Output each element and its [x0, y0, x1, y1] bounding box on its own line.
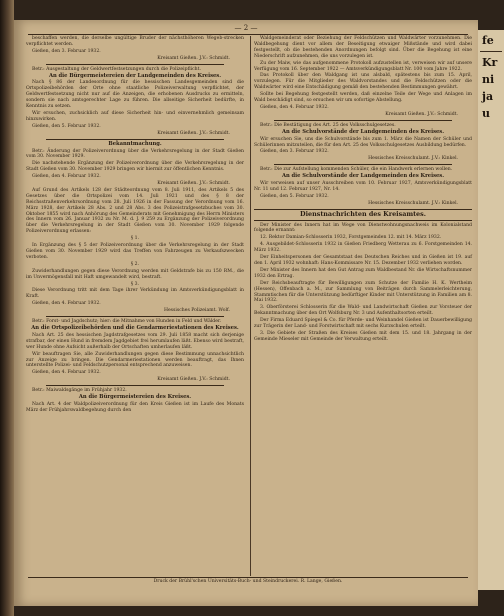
- paragraph-number: § 1.: [130, 236, 140, 242]
- section-title: Dienstnachrichten des Kreisamtes.: [300, 209, 426, 218]
- divider: [46, 316, 224, 317]
- subject-line: Betr.: Maiwaldsgänge im Frühjahr 1932.: [32, 388, 127, 394]
- right-column: [254, 36, 472, 344]
- section-heading: An die Bürgermeistereien der Landgemeinden des Kreises.: [48, 72, 222, 79]
- column-divider: [250, 36, 251, 576]
- signature: Hessisches Kreisschulamt. J.V.: Kinkel.: [368, 200, 458, 206]
- paragraph: Wir beauftragen Sie, alle Zuwiderhandlungen gegen diese Bestimmung unnachsichtlich zur Anzeige zu bringen. Die Gendarmeriestationen werden beauftragt, das Ihnen unterstellte Polizei- und Feldschutzpersonal entsprechend anzuweisen.: [26, 351, 244, 369]
- dateline: Gießen, den 4. Februar 1932.: [32, 174, 101, 180]
- paragraph: Nach Art. 4 der Waldpolizeiverordnung für den Kreis Gießen ist im Laufe des Monats März der Frühjahrswaldbegehung durch den: [26, 401, 244, 413]
- signature: Kreisamt Gießen. J.V.: Schmidt.: [157, 377, 230, 383]
- dateline: Gießen, den 4. Februar 1932.: [32, 370, 101, 376]
- paragraph: Nach Art. 25 des hessischen Jagdstrafgesetzes vom 29. Juli 1858 macht sich derjenige strafbar, der einen Hund in fremdem Jagdgebiet frei herumlaufen läßt. Ebenso wird bestraft, wer Hunde ohne Aufsicht außerhalb der Ortschaften umherlaufen läßt.: [26, 332, 244, 350]
- subject-line: Betr.: Forst- und Jagdschutz; hier: die Mitnahme von Hunden in Feld und Wälder.: [32, 319, 222, 325]
- paragraph: 12. Rektor Damian-Schlosserin 1932, Forstgemeinden 12. mit 14. März 1932.: [260, 235, 442, 241]
- dateline: Gießen, den 3. Februar 1932.: [32, 48, 101, 54]
- signature: Kreisamt Gießen. J.V.: Schmidt.: [157, 181, 230, 187]
- signature: Kreisamt Gießen. J.V.: Schmidt.: [157, 130, 230, 136]
- paragraph: Der Minister des Innern hat den Gut Antrag zum Waldbestand Nr. die Wirtschaftsnummer 1932 den Ertrag.: [254, 267, 472, 279]
- paragraph: Die nachstehende Ergänzung der Polizeiverordnung über die Verkehrsregelung in der Stadt Gießen vom 30. November 1929 bringen wir hiermit zur öffentlichen Kenntnis.: [26, 161, 244, 173]
- paragraph-number: § 2.: [130, 261, 140, 267]
- signature: Hessisches Polizeiamt. Wolf.: [163, 308, 230, 314]
- paragraph: Sollte bei Begehung festgestellt werden, daß einzelne Teile der Wege und Anlagen im Wald beschädigt sind, so ersuchen wir um sofortige Abstellung.: [254, 92, 472, 104]
- section-heading: An die Ortspolizeibehörden und die Gendarmeriestationen des Kreises.: [31, 324, 239, 331]
- paragraph: Waldgemeinderat oder Beziehung der Feldschützen und Waldwärter vorzunehmen. Die Waldbegehung dient vor allem der Beseitigung etwaiger Mißstände und wird dabei festgestellt, ob die bestehenden Anordnungen befolgt sind. Über die Begehung ist eine Niederschrift aufzunehmen, die uns vorzulegen ist.: [254, 36, 472, 59]
- section-heading: An die Bürgermeistereien des Kreises.: [78, 394, 192, 401]
- divider: [274, 120, 452, 121]
- page-number: — 2 —: [234, 24, 258, 32]
- dateline: Gießen, den 4. Februar 1932.: [32, 301, 101, 307]
- dateline: Gießen, den 5. Februar 1932.: [32, 123, 101, 129]
- left-column: [26, 36, 244, 415]
- top-rule: [28, 34, 468, 35]
- dateline: Gießen, den 4. Februar 1932.: [260, 104, 329, 110]
- paragraph: Wir ersuchen, zuchsicklich auf diese Sicherheit hin- und einvernehmlich gemeinsam hinzuwirken.: [26, 110, 244, 122]
- subject-line: Betr.: Änderung der Polizeiverordnung über die Verkehrsregelung in der Stadt Gießen vom 30. November 1929.: [26, 148, 244, 160]
- paragraph: Zuwiderhandlungen gegen diese Verordnung werden mit Geldstrafe bis zu 150 RM., die im Unvermögensfall mit Haft umgewandelt wird, bestraft.: [26, 268, 244, 280]
- divider: [274, 164, 452, 165]
- divider: [254, 220, 472, 221]
- paragraph: beschaffen werden, die derselbe ungültige Bruder der nächsthöheren Wegeb-strecken verpflichtet werden.: [26, 36, 244, 47]
- dateline: Gießen, den 5. Februar 1932.: [260, 193, 329, 199]
- divider: [46, 385, 224, 386]
- paragraph: Wir verweisen auf unser Ausschreiben vom 10. Februar 1927, Amtsverkündigungsblatt Nr. 11 und 12. Februar 1927, Nr. 14.: [254, 181, 472, 192]
- divider: [46, 64, 224, 65]
- signature: Kreisamt Gießen. J.V.: Schmidt.: [157, 55, 230, 61]
- paragraph: Nach § 86 der Landesordnung für die hessischen Landesgemeinden sind die Ortspolizeibehörden der Orte ohne staatliche Polizeiverwaltung verpflichtet, der Geldwertfestsetzung nicht nur auf die Anzeigen, die erhobenen Ausdrucks zu ermitteln, sondern sie nach amtsgerechter Lage zu führen. Die allseitige Sicherheit bedürfte, in Kenntnis zu setzen.: [26, 80, 244, 110]
- adjacent-page-text: Kr: [482, 56, 498, 69]
- dateline: Gießen, den 3. Februar 1932.: [260, 149, 329, 155]
- paragraph-number: § 3.: [130, 281, 140, 287]
- signature: Kreisamt Gießen. J.V.: Schmidt.: [385, 111, 458, 117]
- paragraph: Der Minister des Innern hat im Wege von Dienstwohnungsnachweis im Kolonialstand folgende ernannt:: [254, 222, 472, 234]
- paragraph: Diese Verordnung tritt mit dem Tage ihrer Verkündung im Amtsverkündigungsblatt in Kraft.: [26, 288, 244, 300]
- divider: [46, 139, 224, 140]
- paragraph: Der Einheitspersonen der Gesamtstaat des Deutschen Reiches und in Gießen ist 19. auf den 1. April 1932 wohnhaft: Hans-Kommissare Nr. 15. Dezember 1932 verliehen worden.: [254, 255, 472, 266]
- paragraph: Zu der Maiw, wie das aufgenommene Protokoll aufzustellen ist, verweisen wir auf unsere Verfügung vom 16. September 1922 — Amtsverkündigungsblatt Nr. 100 vom Jahre 1922.: [254, 60, 472, 72]
- section-heading: An die Schulvorstände der Landgemeinden des Kreises.: [281, 173, 445, 180]
- section-heading: An die Schulvorstände der Landgemeinden des Kreises.: [281, 128, 445, 135]
- paragraph: 3. Die Gebiete der Straßen des Kreises Gießen mit dem 15. und 18. Jahrgang in der Gemeinde Mieseler mit Gemeinde der Verwaltung erteilt.: [254, 330, 472, 342]
- printer-footer: Druck der Brühl'schen Universitäts-Buch- und Steindruckerei. R. Lange, Gießen.: [28, 577, 468, 584]
- paragraph: Der Reichsbeauftragte für Bewilligungen zum Schutze der Familie H. K. Wertheim (Hessen), Offenbach a. M., zur Sammlung von Beiträgen durch Sammelerleichterung, Stammtischen für die Unterstützung bedürftiger Kinder mit Unterstützung in Familien am 8. Mai 1932.: [254, 280, 472, 304]
- adjacent-page-text: ja: [482, 90, 494, 103]
- adjacent-page-text: u: [482, 107, 490, 120]
- signature: Hessisches Kreisschulamt. J.V.: Kinkel.: [368, 156, 458, 162]
- book-spine-edge: [0, 0, 14, 616]
- paragraph: 4. Ausgebildet-Schlosserin 1932 in Gießen Friedberg Wetterau zu 6. Forstgemeinden 14. März 1932.: [254, 242, 472, 254]
- paragraph: In Ergänzung des § 5 der Polizeiverordnung über die Verkehrsregelung in der Stadt Gießen vom 30. November 1929 wird das Treffen von Fahrzeugen zu Verkaufszwecken verboten.: [26, 243, 244, 260]
- paragraph: Wir ersuchen Sie, uns die Schulvorstände bis zum 1. März die Namen der Schüler und Schülerinnen mitzuteilen, die für den Art. 25 des Volksschulgesetzes Ausbildung bedürfen.: [254, 136, 472, 148]
- paragraph: Auf Grund des Artikels 128 der Städteordnung vom 8. Juli 1911, des Artikels 5 des Gesetzes über die Ortspolizei vom 14. Juli 1921 und des § 8 der Reichsstraßenverkehrsordnung vom 28. Juli 1926 in der Fassung der Verordnung vom 16. März 1928, der Artikels 28 Abs. 2 und 28 Abs. 3 des Polizeistrafgesetzbuches vom 30. Oktober 1855 wird nach Anhörung des Gemeinderats mit Genehmigung des Herrn Ministers des Innern vom 26. Januar 1932 zu Nr. M. d. J. 9 259 zu Ergänzung der Polizeiverordnung über die Verkehrsregelung in der Stadt Gießen vom 30. November 1929 folgende Polizeiverordnung erlassen:: [26, 187, 244, 235]
- adjacent-page-edge: [478, 30, 504, 590]
- adjacent-page-text: fe: [482, 34, 494, 47]
- paragraph: Der Firma Eduard Spiegel & Co. für Pferde- und Weinhandel Gießen ist Dauerbewilligung zur Trägerin der Land- und Forstwirtschaft mit sechs Kurzschulen erteilt.: [254, 318, 472, 330]
- subject-line: Betr.: Die zur Aufstellung kommenden Schüler, die ein Handwerk erlernen wollen.: [260, 167, 453, 173]
- paragraph: 3. Oberförsterei Schlosserin für die Wald- und Landwirtschaft Gießen zur Vorsteuer der Bekanntmachung über den Ort Wolfsburg Nr. 3 und Aufenthaltsorten erteilt.: [254, 305, 472, 317]
- document-page: [14, 20, 478, 606]
- section-heading: Bekanntmachung.: [108, 140, 162, 147]
- subject-line: Betr.: Ausgestaltung der Geldwertfestsetzungen durch die Polizeipflicht.: [32, 66, 201, 72]
- adjacent-page-text: ni: [482, 73, 495, 86]
- paragraph: Das Protokoll über den Waldgang ist uns alsbald, spätestens bis zum 15. April, vorzulegen. Für die Mitglieder des Waldvorstandes und die Feldschützen oder die Waldwärter wird eine Entschädigung gemäß den bestehenden Bestimmungen gewährt.: [254, 73, 472, 91]
- subject-line: Betr.: Die Bestätigung des Art. 25 des Volksschulgesetzes.: [260, 122, 396, 128]
- divider: [480, 51, 502, 52]
